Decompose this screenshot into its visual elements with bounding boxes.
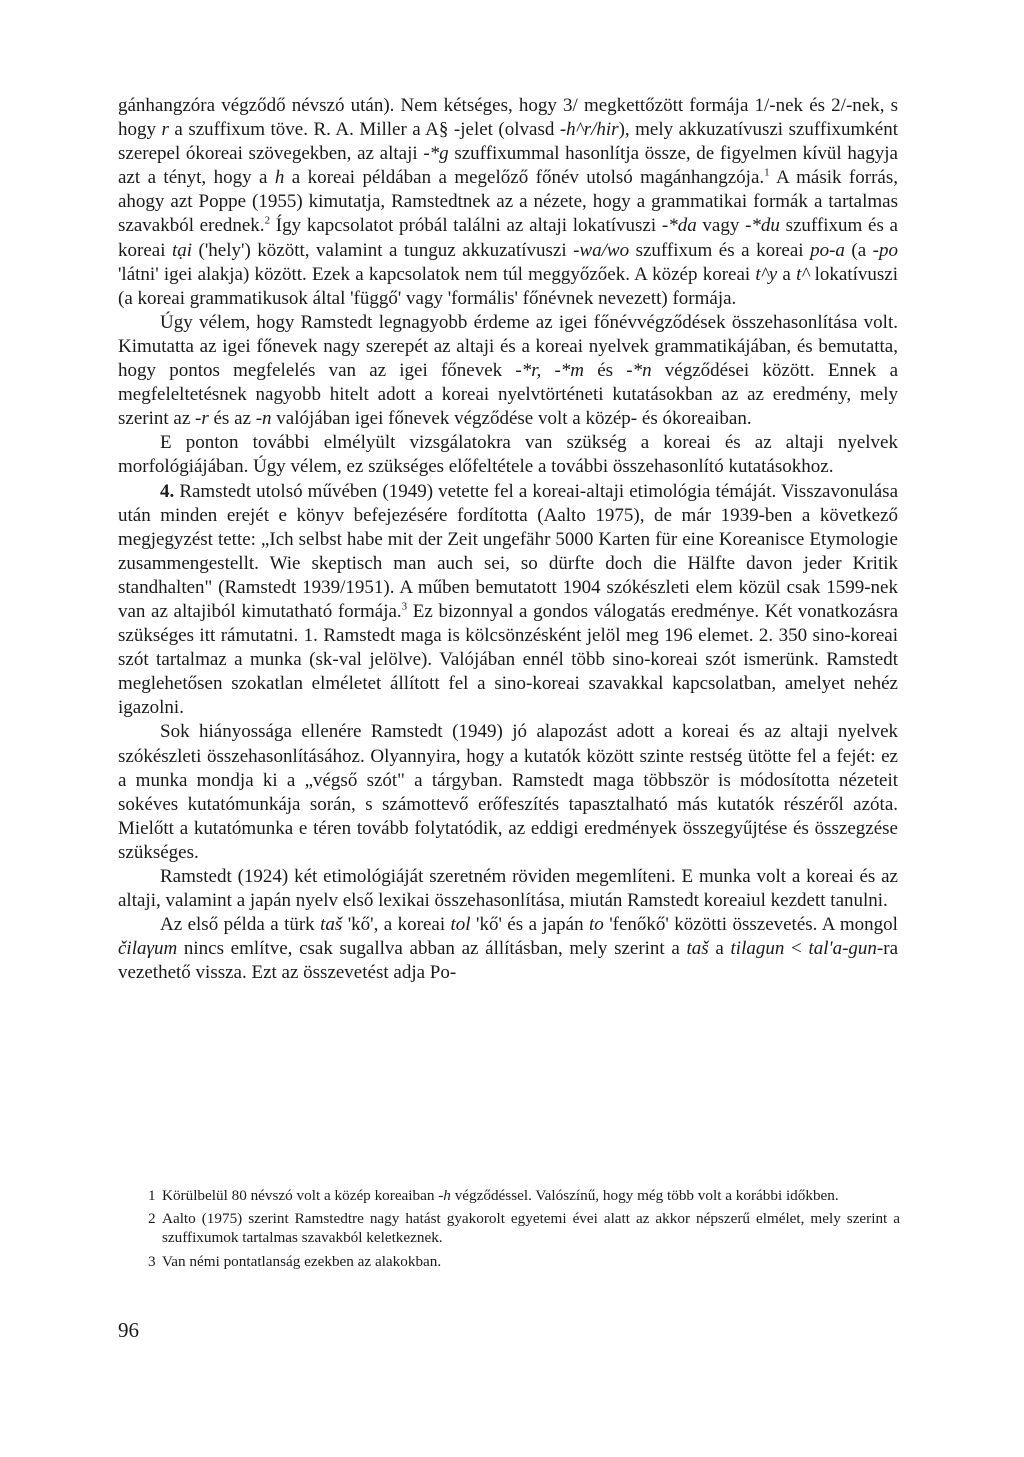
italic-term: t^y (755, 263, 778, 285)
footnote-text: Aalto (1975) szerint Ramstedtre nagy hatást gyakorolt egyetemi évei alatt az akkor népszerű elmélet, mely szerint a szuffixumok tartalmas szavakból keletkeznek. (162, 1210, 900, 1247)
footnote-text: Körülbelül 80 névszó volt a közép koreaiban -h végződéssel. Valószínű, hogy még több volt a korábbi időkben. (162, 1187, 839, 1204)
italic-term: -h (438, 1187, 451, 1204)
paragraph-1: gánhangzóra végződő névszó után). Nem kétséges, hogy 3/ megkettőzött formája 1/-nek és 2/-nek, s hogy r a szuffixum töve. R. A. Miller a A§ -jelet (olvasd -h^r/hir), mely akkuzatívuszi szuffixumként szerepel ókoreai szövegekben, az altaji -*g szuffixummal hasonlítja össze, de figyelmen kívül hagyja azt a tényt, hogy a h a koreai példában a megelőző főnév utolsó magánhangzója.$^1$ A másik forrás, ahogy azt Poppe (1955) kimutatja, Ramstedtnek az a nézete, hogy a grammatikai formák a tartalmas szavakból erednek.$^2$ Így kapcsolatot próbál találni az altaji lokatívuszi -*da vagy -*du szuffixum és a koreai tại ('hely') között, valamint a tunguz akkuzatívuszi -wa/wo szuffixum és a koreai po-a (a -po 'látni' igei alakja) között. Ezek a kapcsolatok nem túl meggyőzőek. A közép koreai t^y a t^ lokatívuszi (a koreai grammatikusok által 'függő' vagy 'formális' főnévnek nevezett) formája. (118, 95, 898, 309)
italic-term: tại (171, 239, 193, 261)
italic-term: -h^r/hir (559, 119, 619, 141)
italic-term: h (274, 167, 285, 189)
paragraph-4: 4. Ramstedt utolsó művében (1949) vetette fel a koreai-altaji etimológia témáját. Visszavonulása után minden erejét e könyv befejezésére fordította (Aalto 1975), de már 1939-ben a következő megjegyzést tette: „Ich selbst habe mit der Zeit ungefähr 5000 Karten für eine Koreanisce Etymologie zusammengestellt. Wie skeptisch man auch sei, so dürfte doch die Hälfte davon jeder Kritik standhalten" (Ramstedt 1939/1951). A műben bemutatott 1904 szókészleti elem közül csak 1599-nek van az altajiból kimutatható formája.$^3$ Ez bizonnyal a gondos válogatás eredménye. Két vonatkozásra szükséges itt rámutatni. 1. Ramstedt maga is kölcsönzésként jelöl meg 196 elemet. 2. 350 sino-koreai szót tartalmaz a munka (sk-val jelölve). Valójában ennél több sino-koreai szót ismerünk. Ramstedt meglehetősen szokatlan elméletet állított fel a sino-koreai szavakkal kapcsolatban, amelyet nehéz igazolni. (118, 480, 898, 719)
page-number: 96 (118, 1318, 139, 1342)
footnotes (148, 1186, 900, 1275)
footnote-number: 3 (148, 1252, 156, 1270)
italic-term: -*du (745, 215, 780, 237)
paragraph-2: Úgy vélem, hogy Ramstedt legnagyobb érdeme az igei főnévvégződések összehasonlítása volt. Kimutatta az igei főnevek nagy szerepét az altaji és a koreai nyelvek grammatikájában, és bemutatta, hogy pontos megfelelés van az igei főnevek -*r, -*m és -*n végződései között. Ennek a megfeleltetésnek nagyobb hitelt adott a koreai nyelvtörténeti kutatásokban az az eredmény, mely szerint az -r és az -n valójában igei főnevek végződése volt a közép- és ókoreaiban. (118, 311, 899, 430)
footnote-ref: 1 (764, 166, 770, 179)
italic-term: -*m (554, 360, 585, 382)
section-number: 4. (160, 480, 175, 502)
italic-term: -po (872, 239, 898, 261)
body-text (118, 94, 898, 985)
footnote-2 (148, 1209, 900, 1247)
italic-term: -*g (423, 143, 449, 165)
paragraph-6: Ramstedt (1924) két etimológiáját szeretném röviden megemlíteni. E munka volt a koreai és az altaji, valamint a japán nyelv első lexikai összehasonlítása, miután Ramstedt koreaiul kezdett tanulni. (118, 866, 898, 912)
italic-term: t^ (796, 263, 810, 285)
italic-term: r (161, 119, 169, 141)
footnote-ref: 2 (264, 215, 271, 228)
footnote-text: Van némi pontatlanság ezekben az alakokban. (162, 1252, 442, 1270)
italic-term: -n (255, 408, 272, 430)
italic-term: taš (686, 938, 709, 960)
italic-term: taš (320, 914, 343, 936)
footnote-1 (148, 1186, 900, 1205)
italic-term: -r (195, 408, 209, 430)
italic-term: tol (450, 914, 471, 936)
italic-term: -*da (661, 215, 697, 237)
italic-term: tilagun (730, 938, 785, 960)
italic-term: tal'a-gun (808, 938, 877, 960)
paragraph-7: Az első példa a türk taš 'kő', a koreai tol 'kő' és a japán to 'fenőkő' közötti összevetés. A mongol čilaγum nincs említve, csak sugallva abban az állításban, mely szerint a taš a tilagun < tal'a-gun-ra vezethető vissza. Ezt az összevetést adja Po- (118, 914, 899, 984)
italic-term: -wa/wo (573, 239, 630, 261)
italic-term: čilaγum (118, 938, 178, 960)
footnote-3 (148, 1252, 900, 1271)
paragraph-5: Sok hiányossága ellenére Ramstedt (1949) jó alapozást adott a koreai és az altaji nyelvek szókészleti összehasonlításához. Olyannyira, hogy a kutatók között szinte restség ütötte fel a fejét: ez a munka mondja ki a „végső szót" a tárgyban. Ramstedt maga többször is módosította nézeteit sokéves kutatómunkája során, s számottevő erőfeszítés tapasztalható más kutatók részéről azóta. Mielőtt a kutatómunka e téren tovább folytatódik, az eddigi eredmények összegyűjtése és összegzése szükséges. (118, 721, 898, 863)
footnote-number: 2 (148, 1210, 156, 1228)
paragraph-3: E ponton további elmélyült vizsgálatokra van szükség a koreai és az altaji nyelvek morfológiájában. Úgy vélem, ez szükséges előfeltétele a további összehasonlító kutatásokhoz. (118, 432, 898, 478)
footnote-ref: 3 (401, 600, 408, 613)
italic-term: to (589, 914, 604, 936)
footnote-number: 1 (148, 1187, 156, 1204)
italic-term: -*r, (515, 360, 542, 382)
italic-term: po-a (810, 239, 845, 261)
italic-term: -*n (626, 360, 652, 382)
